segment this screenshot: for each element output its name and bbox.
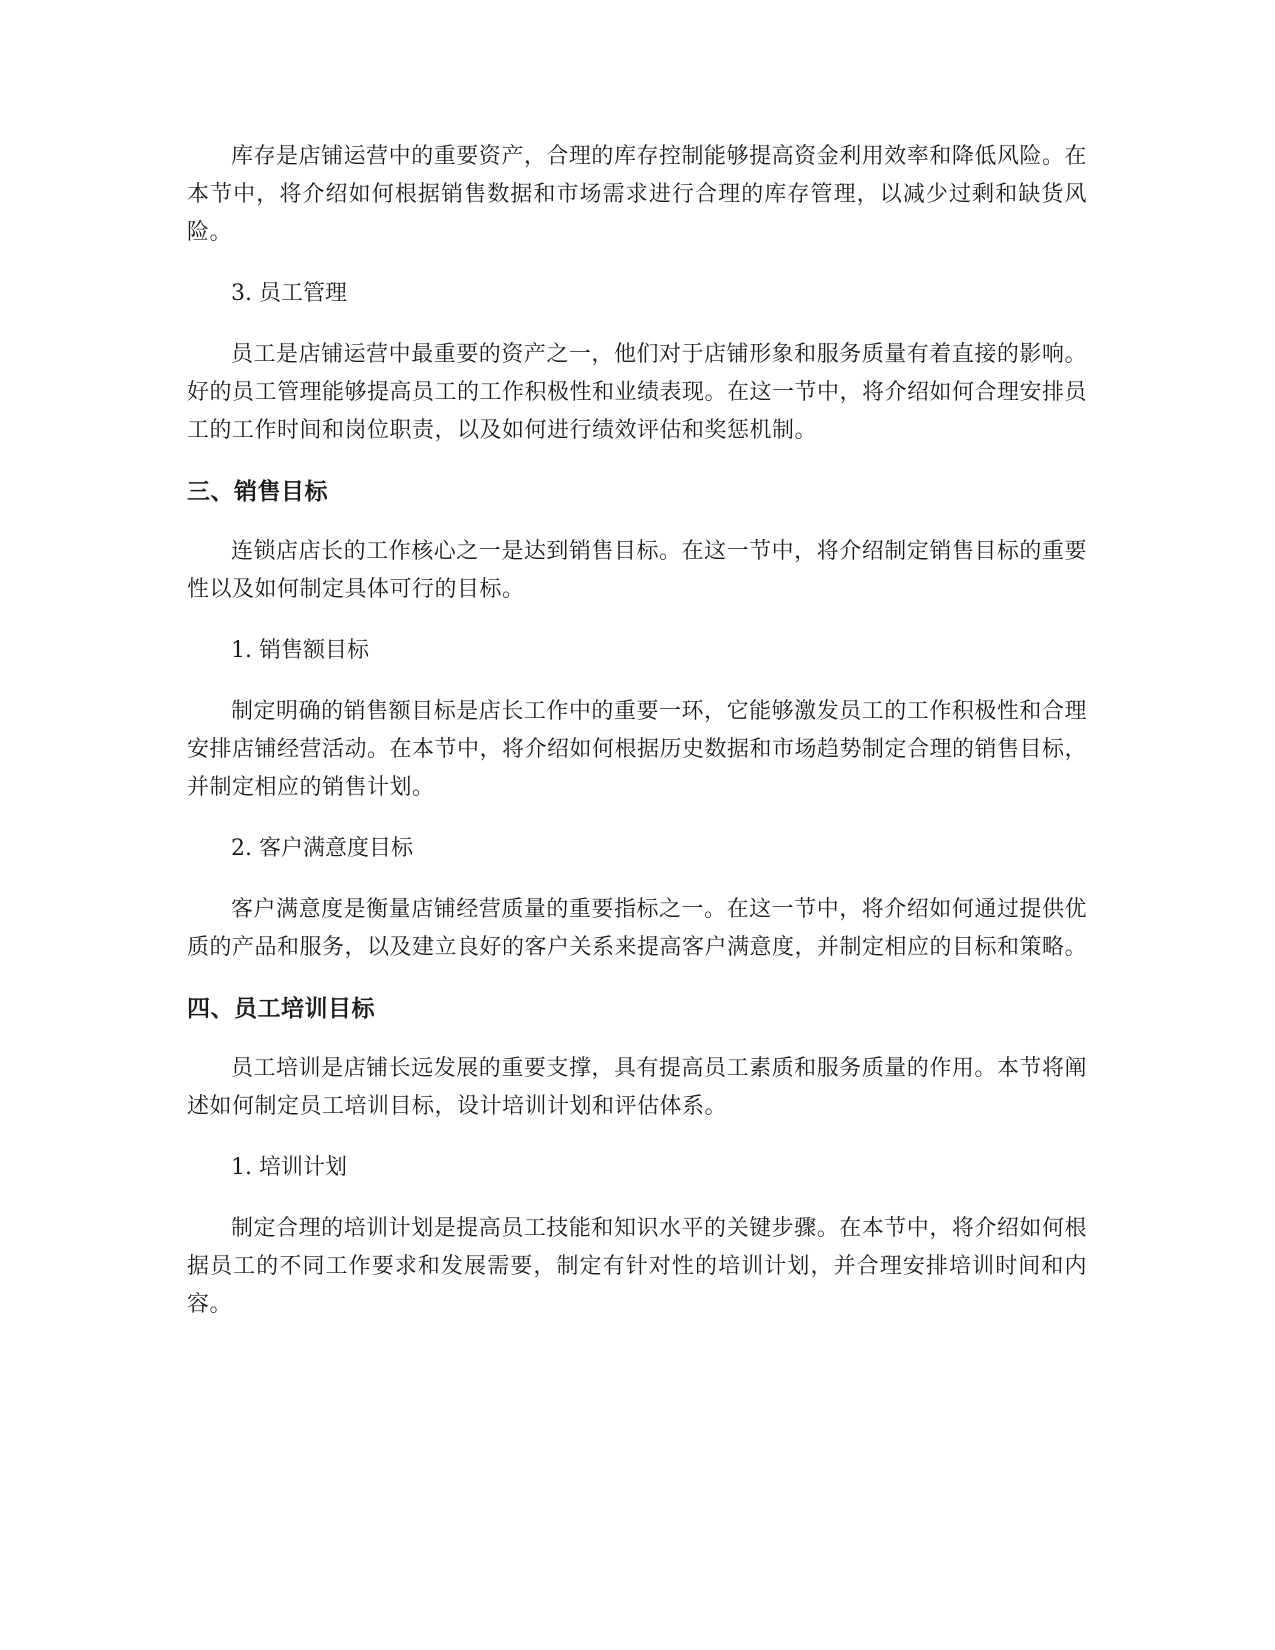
subheading-customer-satisfaction: 2. 客户满意度目标 (231, 836, 413, 861)
subheading-sales-amount: 1. 销售额目标 (231, 638, 369, 663)
document-page (187, 138, 1087, 1347)
subheading-training-plan: 1. 培训计划 (231, 1155, 347, 1180)
paragraph-sales-amount: 制定明确的销售额目标是店长工作中的重要一环，它能够激发员工的工作积极性和合理安排店铺经营活动。在本节中，将介绍如何根据历史数据和市场趋势制定合理的销售目标，并制定相应的销售计划。 (187, 699, 1088, 800)
paragraph-inventory: 库存是店铺运营中的重要资产，合理的库存控制能够提高资金利用效率和降低风险。在本节中，将介绍如何根据销售数据和市场需求进行合理的库存管理，以减少过剩和缺货风险。 (187, 144, 1087, 245)
paragraph-staff-management: 员工是店铺运营中最重要的资产之一，他们对于店铺形象和服务质量有着直接的影响。好的员工管理能够提高员工的工作积极性和业绩表现。在这一节中，将介绍如何合理安排员工的工作时间和岗位职责，以及如何进行绩效评估和奖惩机制。 (187, 342, 1088, 443)
paragraph-sales-targets: 连锁店店长的工作核心之一是达到销售目标。在这一节中，将介绍制定销售目标的重要性以及如何制定具体可行的目标。 (187, 539, 1087, 602)
subheading-staff-management: 3. 员工管理 (231, 281, 347, 306)
paragraph-training-targets: 员工培训是店铺长远发展的重要支撑，具有提高员工素质和服务质量的作用。本节将阐述如何制定员工培训目标，设计培训计划和评估体系。 (187, 1056, 1087, 1119)
section-heading-training-targets: 四、员工培训目标 (187, 996, 375, 1022)
paragraph-training-plan: 制定合理的培训计划是提高员工技能和知识水平的关键步骤。在本节中，将介绍如何根据员工的不同工作要求和发展需要，制定有针对性的培训计划，并合理安排培训时间和内容。 (187, 1216, 1087, 1317)
paragraph-customer-satisfaction: 客户满意度是衡量店铺经营质量的重要指标之一。在这一节中，将介绍如何通过提供优质的产品和服务，以及建立良好的客户关系来提高客户满意度，并制定相应的目标和策略。 (187, 897, 1088, 960)
section-heading-sales-targets: 三、销售目标 (187, 479, 328, 505)
